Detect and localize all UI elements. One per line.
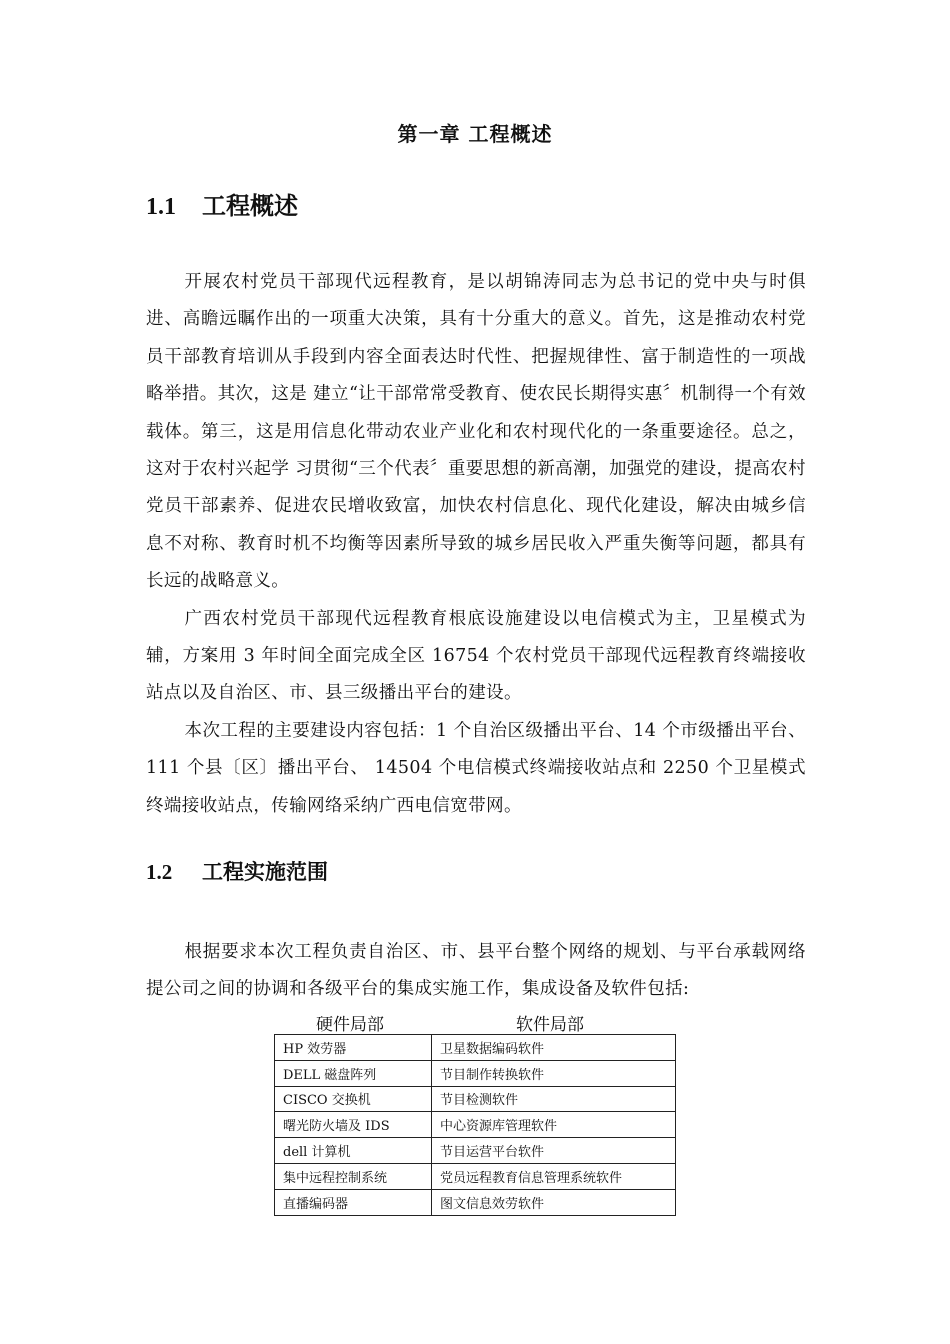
hardware-cell: CISCO 交换机 xyxy=(275,1086,432,1112)
software-cell: 中心资源库管理软件 xyxy=(432,1112,676,1138)
hardware-cell: 直播编码器 xyxy=(275,1189,432,1215)
parts-table-header xyxy=(274,1010,676,1034)
software-cell: 图文信息效劳软件 xyxy=(432,1189,676,1215)
software-cell: 党员远程教育信息管理系统软件 xyxy=(432,1163,676,1189)
hardware-cell: dell 计算机 xyxy=(275,1138,432,1164)
parts-table-block xyxy=(274,1010,676,1216)
section-title: 工程实施范围 xyxy=(202,859,328,884)
software-cell: 节目运营平台软件 xyxy=(432,1138,676,1164)
software-cell: 节目制作转换软件 xyxy=(432,1060,676,1086)
section-1-1-body xyxy=(146,264,806,825)
table-row xyxy=(275,1060,676,1086)
section-heading-1-1 xyxy=(146,186,298,221)
hardware-cell: 集中远程控制系统 xyxy=(275,1163,432,1189)
table-row xyxy=(275,1138,676,1164)
hardware-cell: HP 效劳器 xyxy=(275,1035,432,1061)
table-row xyxy=(275,1035,676,1061)
chapter-title: 第一章 工程概述 xyxy=(397,122,553,146)
section-number: 1.1 xyxy=(146,194,176,220)
paragraph: 广西农村党员干部现代远程教育根底设施建设以电信模式为主，卫星模式为辅，方案用 3 年时间全面完成全区 16754 个农村党员干部现代远程教育终端接收站点以及自治区、市、县三级播出平台的建设。 xyxy=(146,608,806,704)
section-number: 1.2 xyxy=(146,860,173,884)
software-cell: 节目检测软件 xyxy=(432,1086,676,1112)
hardware-cell: DELL 磁盘阵列 xyxy=(275,1060,432,1086)
section-heading-1-2 xyxy=(146,856,328,886)
paragraph: 本次工程的主要建设内容包括：1 个自治区级播出平台、14 个市级播出平台、111 个县〔区〕播出平台、 14504 个电信模式终端接收站点和 2250 个卫星模式终端接收站点，传输网络采纳广西电信宽带网。 xyxy=(146,720,806,816)
paragraph: 根据要求本次工程负责自治区、市、县平台整个网络的规划、与平台承载网络提公司之间的协调和各级平台的集成实施工作，集成设备及软件包括: xyxy=(146,942,806,1000)
hardware-header: 硬件局部 xyxy=(316,1015,384,1035)
paragraph: 开展农村党员干部现代远程教育，是以胡锦涛同志为总书记的党中央与时俱进、高瞻远瞩作出的一项重大决策，具有十分重大的意义。首先，这是推动农村党员干部教育培训从手段到内容全面表达时代性、把握规律性、富于制造性的一项战略举措。其次，这是 建立“让干部常常受教育、使农民长期得实惠〞机制得一个有效载体。第三，这是用信息化带动农业产业化和农村现代化的一条重要途径。总之，这对于农村兴起学 习贯彻“三个代表〞重要思想的新高潮，加强党的建设，提高农村党员干部素养、促进农民增收致富，加快农村信息化、现代化建设，解决由城乡信息不对称、教育时机不均衡等因素所导致的城乡居民收入严重失衡等问题，都具有长远的战略意义。 xyxy=(146,272,806,592)
section-title: 工程概述 xyxy=(202,191,298,220)
hardware-cell: 曙光防火墙及 IDS xyxy=(275,1112,432,1138)
table-row xyxy=(275,1086,676,1112)
software-cell: 卫星数据编码软件 xyxy=(432,1035,676,1061)
table-row xyxy=(275,1189,676,1215)
table-row xyxy=(275,1163,676,1189)
table-row xyxy=(275,1112,676,1138)
software-header: 软件局部 xyxy=(516,1015,584,1035)
parts-table xyxy=(274,1034,676,1216)
section-1-2-body xyxy=(146,934,806,1009)
